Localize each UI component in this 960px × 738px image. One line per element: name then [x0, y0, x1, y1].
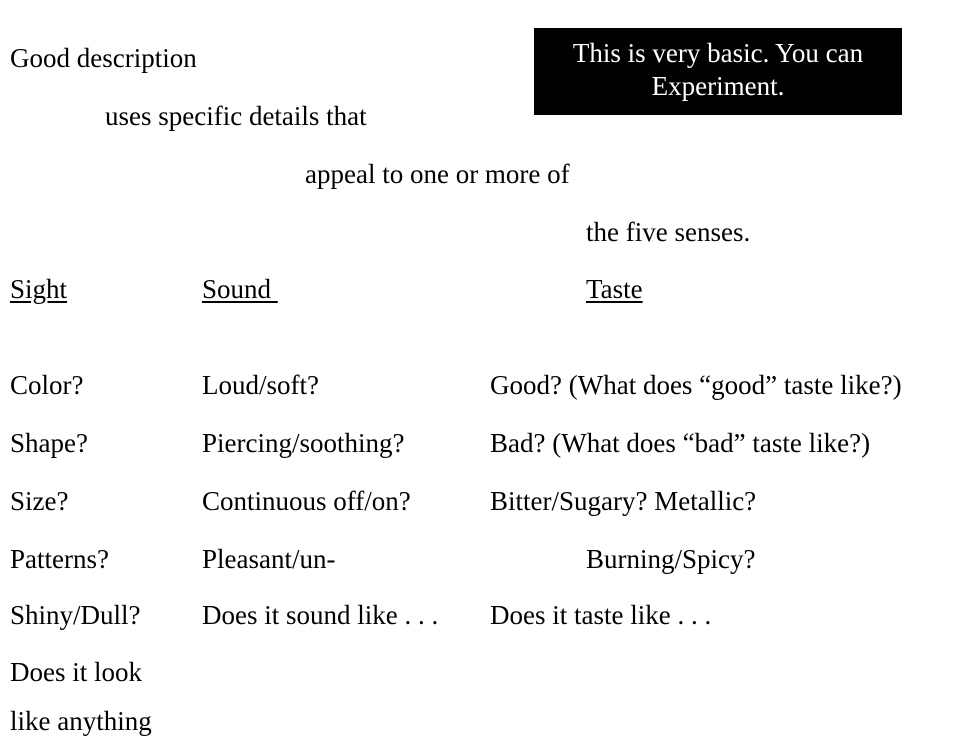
sound-item-loud-soft: Loud/soft?	[202, 370, 319, 400]
callout-box	[534, 28, 902, 115]
intro-line-3: appeal to one or more of	[305, 159, 570, 189]
header-sound: Sound	[202, 274, 278, 304]
callout-line-2: Experiment.	[651, 71, 785, 101]
intro-line-4: the five senses.	[586, 217, 751, 247]
callout-line-1: This is very basic. You can	[572, 38, 864, 68]
intro-line-2: uses specific details that	[105, 101, 367, 131]
taste-item-burning-spicy: Burning/Spicy?	[586, 544, 756, 574]
sight-item-patterns: Patterns?	[10, 544, 109, 574]
sound-item-piercing-soothing: Piercing/soothing?	[202, 428, 405, 458]
intro-line-1: Good description	[10, 43, 197, 73]
sound-item-sound-like: Does it sound like . . .	[202, 600, 439, 630]
sound-item-pleasant: Pleasant/un-	[202, 544, 336, 574]
taste-item-taste-like: Does it taste like . . .	[490, 600, 712, 630]
header-sight: Sight	[10, 274, 68, 304]
header-taste: Taste	[586, 274, 643, 304]
sight-item-does-it-look: Does it look	[10, 657, 142, 687]
sight-item-size: Size?	[10, 486, 69, 516]
taste-item-good: Good? (What does “good” taste like?)	[490, 370, 902, 400]
taste-item-bad: Bad? (What does “bad” taste like?)	[490, 428, 871, 458]
sight-item-shiny-dull: Shiny/Dull?	[10, 600, 141, 630]
taste-item-bitter-sugary: Bitter/Sugary? Metallic?	[490, 486, 757, 516]
sound-item-continuous: Continuous off/on?	[202, 486, 411, 516]
sight-item-shape: Shape?	[10, 428, 88, 458]
sight-item-like-anything: like anything	[10, 706, 152, 736]
sight-item-color: Color?	[10, 370, 84, 400]
